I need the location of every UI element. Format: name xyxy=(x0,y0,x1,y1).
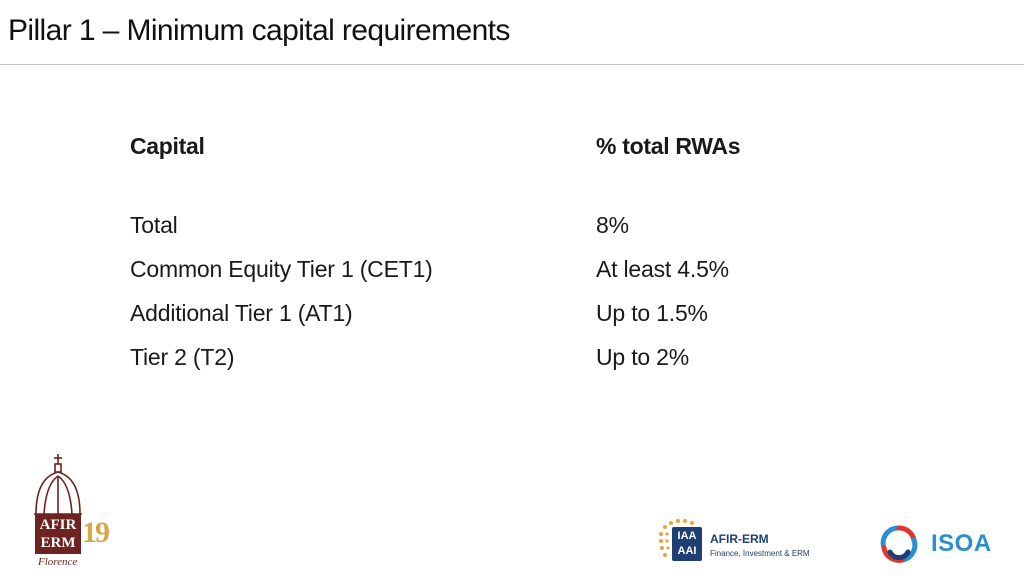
table-header-capital: Capital xyxy=(130,133,205,159)
afir-erm-logo-box xyxy=(35,514,81,554)
erm-logo-line: ERM xyxy=(40,535,76,551)
table-cell-capital: Additional Tier 1 (AT1) xyxy=(130,300,353,326)
table-header-rwas: % total RWAs xyxy=(596,133,741,159)
table-cell-rwas: 8% xyxy=(596,212,629,238)
isoa-rings-icon xyxy=(874,518,924,568)
isoa-wordmark: ISOA xyxy=(931,530,992,557)
afir-erm-subtitle: Finance, Investment & ERM xyxy=(710,549,810,558)
afir-logo-line: AFIR xyxy=(39,517,77,533)
table-cell-capital: Total xyxy=(130,212,178,238)
table-cell-capital: Common Equity Tier 1 (CET1) xyxy=(130,256,433,282)
table-cell-rwas: At least 4.5% xyxy=(596,256,729,282)
table-cell-capital: Tier 2 (T2) xyxy=(130,344,235,370)
iaa-logo-box xyxy=(672,527,702,561)
slide-title: Pillar 1 – Minimum capital requirements xyxy=(8,14,510,47)
afir-city-label: Florence xyxy=(38,556,78,568)
table-cell-rwas: Up to 2% xyxy=(596,344,690,370)
title-divider xyxy=(0,64,1024,65)
afir-year-number: 19 xyxy=(82,516,108,549)
iaa-logo-line: IAA xyxy=(677,530,697,542)
aai-logo-line: AAI xyxy=(677,545,697,557)
table-cell-rwas: Up to 1.5% xyxy=(596,300,708,326)
afir-erm-name: AFIR-ERM xyxy=(710,532,769,546)
